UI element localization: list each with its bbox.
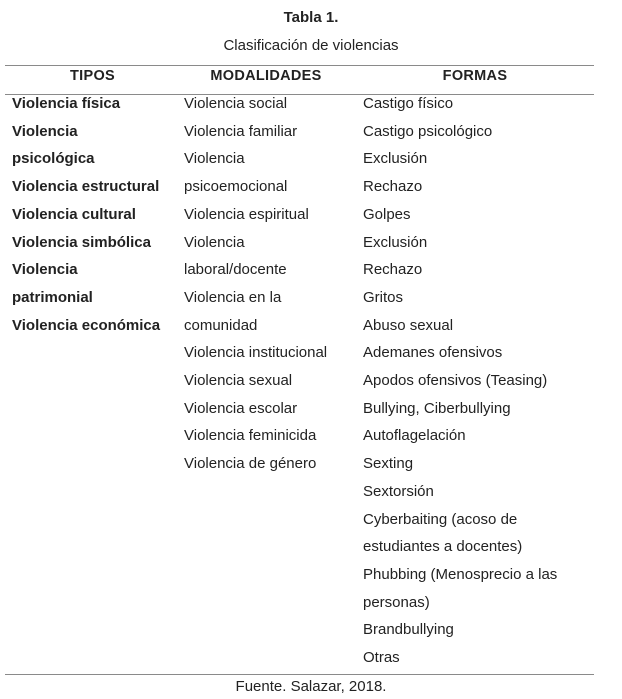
table-top-rule [5,65,594,66]
tipo-item: Violencia [12,122,78,140]
modalidad-item: Violencia institucional [184,344,328,362]
tipo-item: psicológica [12,150,95,168]
formas-column [363,90,593,672]
forma-item: Rechazo [363,178,423,196]
forma-item: Apodos ofensivos (Teasing) [363,372,548,390]
modalidad-item: Violencia social [184,95,288,112]
modalidad-item: Violencia sexual [184,372,293,390]
forma-item: Castigo psicológico [363,122,493,140]
table-bottom-rule [5,674,594,675]
modalidad-item: Violencia espiritual [184,205,309,223]
modalidad-item: Violencia de género [184,455,317,473]
modalidad-item: Violencia [184,150,245,168]
tipo-item: Violencia cultural [12,205,136,223]
forma-item: Castigo físico [363,95,454,112]
forma-item: Otras [363,649,400,667]
forma-item: Rechazo [363,261,423,279]
tipo-item: Violencia [12,261,78,279]
forma-item: Golpes [363,205,411,223]
forma-item: Exclusión [363,150,428,168]
forma-item: Sextorsión [363,482,434,500]
forma-item: Sexting [363,455,414,473]
table-title: Tabla 1. [283,9,339,26]
column-header-modalidades: MODALIDADES [210,68,322,84]
tipo-item: Violencia física [12,95,121,112]
tipo-item: patrimonial [12,288,93,306]
forma-item: Autoflagelación [363,427,466,445]
forma-item: Abuso sexual [363,316,454,334]
forma-item: Exclusión [363,233,428,251]
modalidad-item: Violencia familiar [184,122,298,140]
modalidad-item: Violencia escolar [184,399,298,417]
forma-item: Ademanes ofensivos [363,344,503,362]
column-header-tipos: TIPOS [69,68,115,84]
modalidad-item: laboral/docente [184,261,287,279]
forma-item: estudiantes a docentes) [363,538,523,556]
tipo-item: Violencia económica [12,316,161,334]
table-source: Fuente. Salazar, 2018. [235,678,387,695]
modalidad-item: comunidad [184,316,258,334]
forma-item: Gritos [363,288,404,306]
forma-item: Phubbing (Menosprecio a las [363,565,558,583]
modalidad-item: Violencia en la [184,288,282,306]
forma-item: Brandbullying [363,621,454,639]
modalidad-item: Violencia feminicida [184,427,317,445]
tipo-item: Violencia simbólica [12,233,151,251]
modalidad-item: psicoemocional [184,178,288,196]
forma-item: Bullying, Ciberbullying [363,399,511,417]
column-header-formas: FORMAS [442,68,508,84]
forma-item: personas) [363,593,430,611]
tipo-item: Violencia estructural [12,178,160,196]
modalidades-column [184,90,354,478]
modalidad-item: Violencia [184,233,245,251]
tipos-column [12,90,178,339]
forma-item: Cyberbaiting (acoso de [363,510,518,528]
table-subtitle: Clasificación de violencias [223,37,399,54]
